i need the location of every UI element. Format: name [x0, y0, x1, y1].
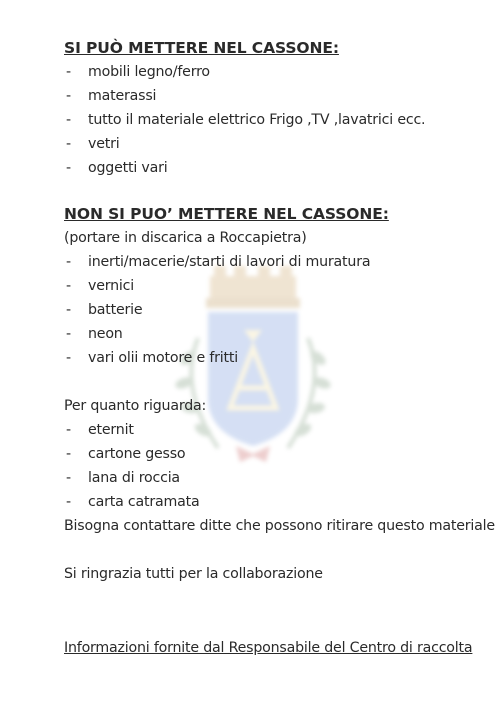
item-text: inerti/macerie/starti di lavori di muratura: [88, 254, 371, 270]
bullet-dash: -: [66, 64, 71, 80]
list-item: [64, 132, 484, 156]
document-content: [64, 36, 495, 660]
forbidden-items-heading: NON SI PUO’ METTERE NEL CASSONE:: [64, 205, 389, 223]
list-item: [64, 298, 484, 322]
forbidden-items-subtitle: (portare in discarica a Roccapietra): [64, 230, 307, 246]
list-item: [64, 442, 484, 466]
item-text: eternit: [88, 422, 134, 438]
thanks-text: Si ringrazia tutti per la collaborazione: [64, 566, 323, 582]
special-items-note: Bisogna contattare ditte che possono ritirare questo materiale: [64, 518, 495, 534]
item-text: carta catramata: [88, 494, 200, 510]
allowed-items-heading: SI PUÒ METTERE NEL CASSONE:: [64, 39, 339, 57]
item-text: vari olii motore e fritti: [88, 350, 238, 366]
bullet-dash: -: [66, 446, 71, 462]
item-text: lana di roccia: [88, 470, 180, 486]
forbidden-items-list: [64, 250, 484, 370]
item-text: oggetti vari: [88, 160, 168, 176]
bullet-dash: -: [66, 326, 71, 342]
list-item: [64, 322, 484, 346]
bullet-dash: -: [66, 160, 71, 176]
bullet-dash: -: [66, 112, 71, 128]
bullet-dash: -: [66, 302, 71, 318]
list-item: [64, 250, 484, 274]
list-item: [64, 466, 484, 490]
bullet-dash: -: [66, 470, 71, 486]
bullet-dash: -: [66, 88, 71, 104]
bullet-dash: -: [66, 136, 71, 152]
list-item: [64, 346, 484, 370]
bullet-dash: -: [66, 278, 71, 294]
allowed-items-list: [64, 60, 484, 180]
item-text: vetri: [88, 136, 120, 152]
footer-credit: Informazioni fornite dal Responsabile del Centro di raccolta: [64, 640, 473, 656]
bullet-dash: -: [66, 494, 71, 510]
list-item: [64, 60, 484, 84]
item-text: vernici: [88, 278, 134, 294]
item-text: cartone gesso: [88, 446, 186, 462]
item-text: batterie: [88, 302, 143, 318]
list-item: [64, 274, 484, 298]
list-item: [64, 418, 484, 442]
special-items-intro: Per quanto riguarda:: [64, 398, 207, 414]
item-text: tutto il materiale elettrico Frigo ,TV ,lavatrici ecc.: [88, 112, 426, 128]
item-text: materassi: [88, 88, 157, 104]
bullet-dash: -: [66, 254, 71, 270]
list-item: [64, 490, 484, 514]
bullet-dash: -: [66, 350, 71, 366]
bullet-dash: -: [66, 422, 71, 438]
list-item: [64, 108, 484, 132]
list-item: [64, 84, 484, 108]
item-text: mobili legno/ferro: [88, 64, 210, 80]
special-items-list: [64, 418, 484, 514]
list-item: [64, 156, 484, 180]
item-text: neon: [88, 326, 123, 342]
